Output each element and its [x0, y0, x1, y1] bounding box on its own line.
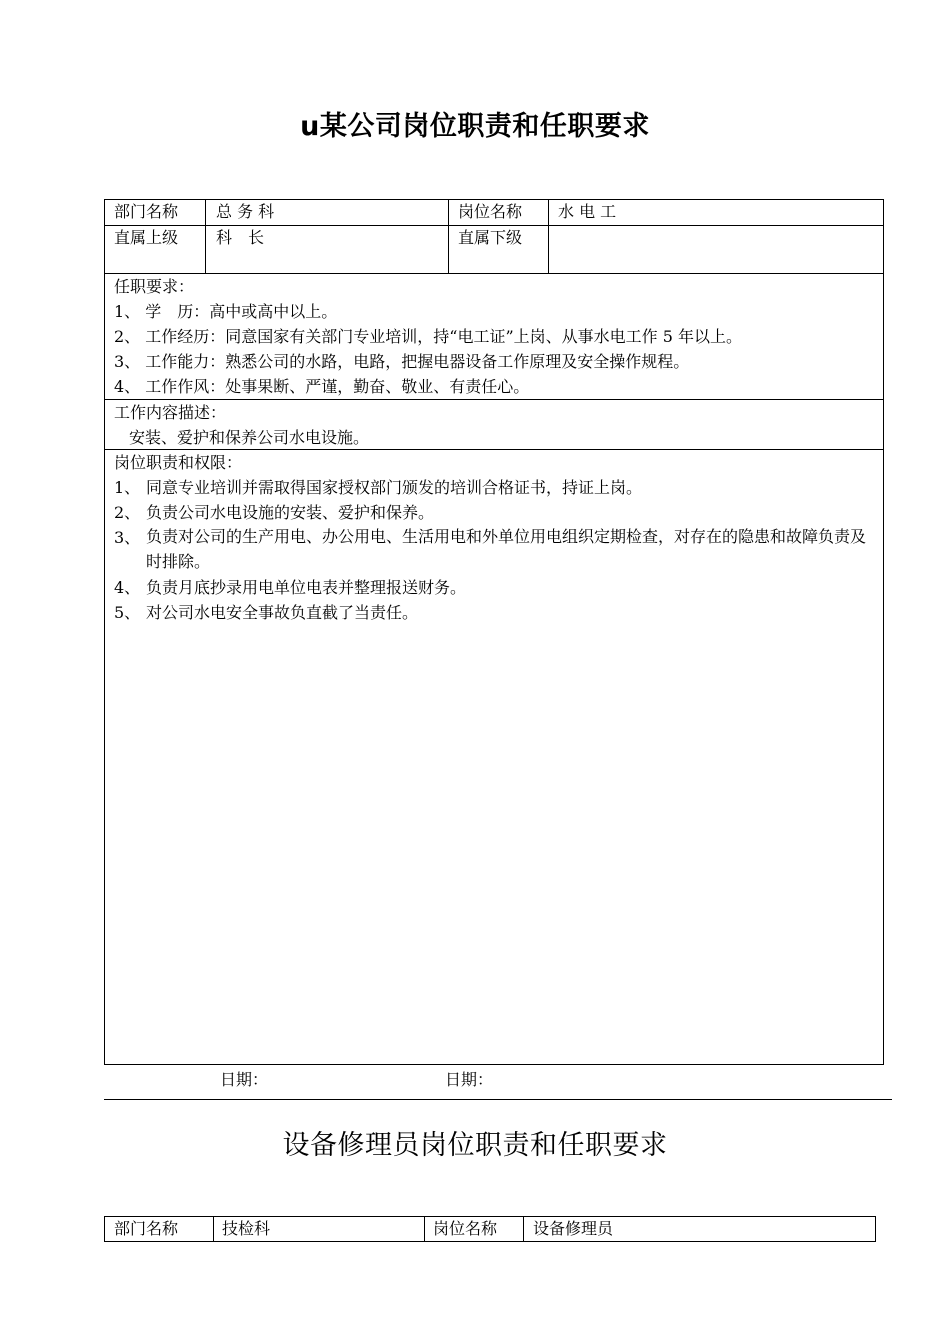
- section-title: 设备修理员岗位职责和任职要求: [282, 1130, 668, 1161]
- post-value: 设备修理员: [533, 1219, 614, 1238]
- date-label: 日期：: [445, 1070, 494, 1089]
- dept-value: 总 务 科: [216, 202, 275, 221]
- page-title: u某公司岗位职责和任职要求: [300, 111, 650, 142]
- dept-label: 部门名称: [114, 202, 179, 221]
- duty-number: 1、: [114, 478, 141, 497]
- duty-number: 5、: [114, 603, 141, 622]
- work-content-text: 安装、爱护和保养公司水电设施。: [129, 428, 370, 447]
- requirement-item: 2、 工作经历：同意国家有关部门专业培训，持“电工证”上岗、从事水电工作 5 年以上。: [114, 327, 742, 346]
- duty-text: 负责公司水电设施的安装、爱护和保养。: [146, 503, 435, 522]
- section-separator: [104, 1099, 892, 1100]
- duty-text: 同意专业培训并需取得国家授权部门颁发的培训合格证书，持证上岗。: [146, 478, 643, 497]
- work-content-heading: 工作内容描述：: [114, 403, 227, 422]
- duties-heading: 岗位职责和权限：: [114, 453, 243, 472]
- col-divider: [424, 1216, 425, 1242]
- col-divider: [548, 199, 549, 273]
- dept-value: 技检科: [222, 1219, 271, 1238]
- duty-text: 对公司水电安全事故负直截了当责任。: [146, 603, 419, 622]
- duty-number: 3、: [114, 528, 141, 547]
- col-divider: [213, 1216, 214, 1242]
- row-divider: [104, 399, 884, 400]
- superior-label: 直属上级: [114, 228, 179, 247]
- superior-value: 科 长: [216, 228, 265, 247]
- row-divider: [104, 449, 884, 450]
- duty-text: 负责对公司的生产用电、办公用电、生活用电和外单位用电组织定期检查，对存在的隐患和故障负责及时排除。: [146, 527, 867, 571]
- subordinate-label: 直属下级: [458, 228, 523, 247]
- duty-text: 负责月底抄录用电单位电表并整理报送财务。: [146, 578, 467, 597]
- requirement-item: 4、 工作作风：处事果断、严谨，勤奋、敬业、有责任心。: [114, 377, 530, 396]
- duty-number: 2、: [114, 503, 141, 522]
- post-value: 水 电 工: [558, 202, 617, 221]
- requirements-heading: 任职要求：: [114, 277, 195, 296]
- row-divider: [104, 273, 884, 274]
- post-label: 岗位名称: [458, 202, 523, 221]
- col-divider: [523, 1216, 524, 1242]
- col-divider: [448, 199, 449, 273]
- requirement-item: 3、 工作能力：熟悉公司的水路，电路，把握电器设备工作原理及安全操作规程。: [114, 352, 690, 371]
- date-label: 日期：: [220, 1070, 269, 1089]
- col-divider: [205, 199, 206, 273]
- post-label: 岗位名称: [433, 1219, 498, 1238]
- duty-number: 4、: [114, 578, 141, 597]
- row-divider: [104, 225, 884, 226]
- requirement-item: 1、 学 历：高中或高中以上。: [114, 302, 338, 321]
- dept-label: 部门名称: [114, 1219, 179, 1238]
